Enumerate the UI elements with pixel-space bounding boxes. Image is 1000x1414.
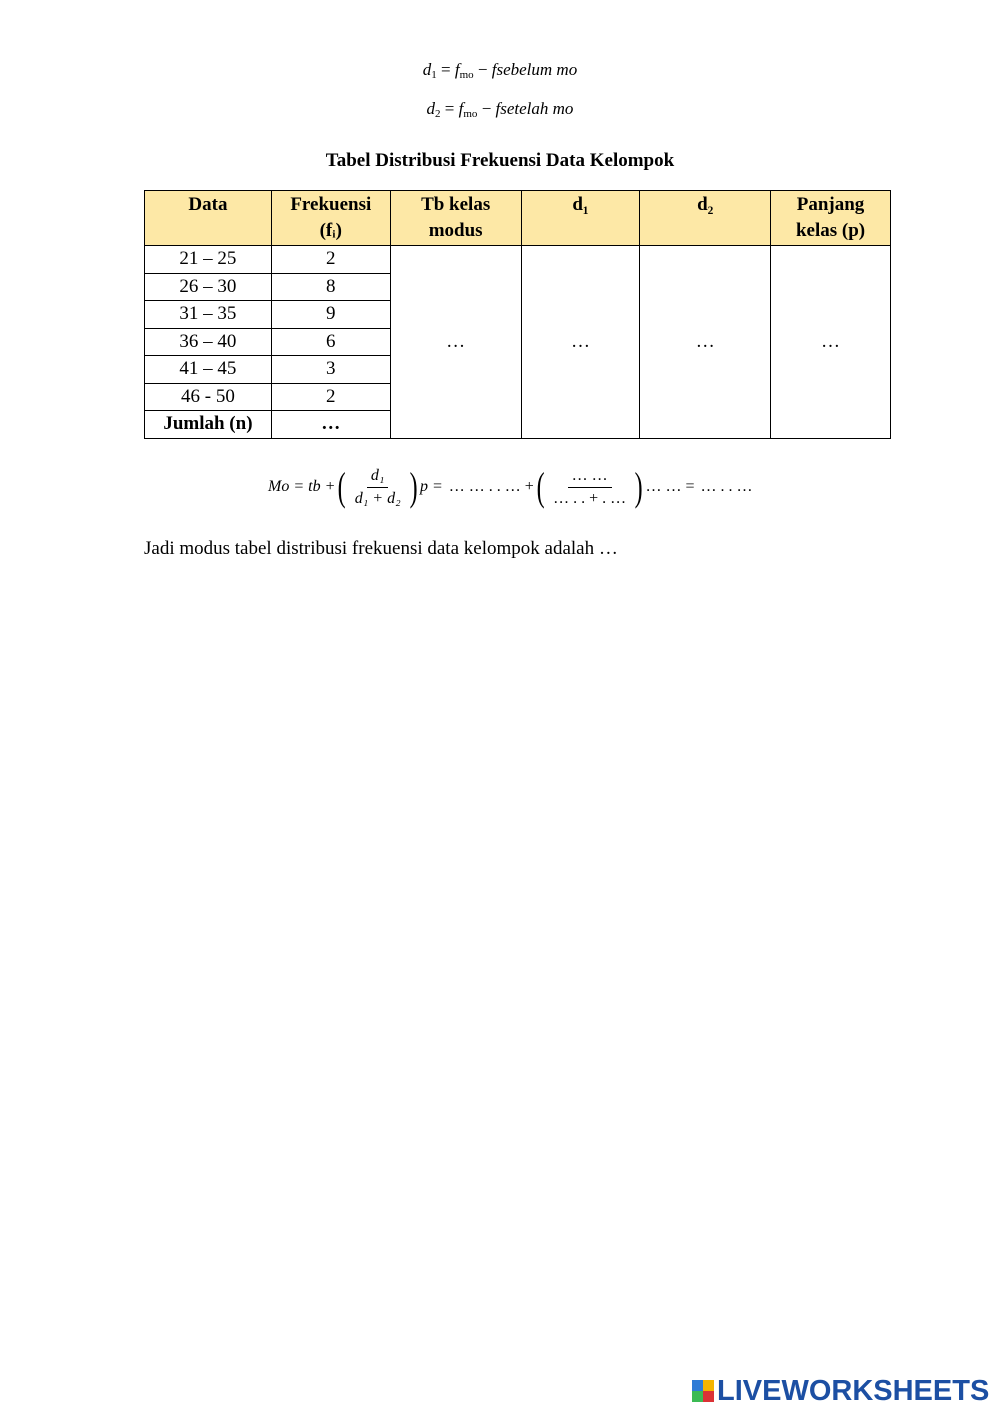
liveworksheets-logo bbox=[692, 1375, 989, 1407]
header-d2: d₂ bbox=[640, 191, 771, 246]
cell-tb-value[interactable]: … bbox=[390, 246, 521, 439]
paren-close: ) bbox=[409, 464, 418, 509]
paren-open-2: ( bbox=[536, 464, 545, 509]
eq-d2-lhs: d bbox=[426, 99, 436, 118]
header-d1: d₁ bbox=[521, 191, 640, 246]
eq-d1-f: f bbox=[454, 60, 460, 79]
formula-blank-1[interactable]: … … . . … + bbox=[448, 478, 534, 495]
formula-denominator: d₁ + d₂ bbox=[354, 489, 401, 507]
cell-d1-value[interactable]: … bbox=[521, 246, 640, 439]
formula-blank-2[interactable]: … … = bbox=[645, 478, 695, 495]
equation-d1: d1 = fmo − fsebelum mo bbox=[422, 60, 578, 81]
table-row bbox=[145, 246, 891, 274]
cell-freq: 8 bbox=[271, 273, 390, 301]
formula-blank-denominator[interactable]: … . . + . … bbox=[553, 489, 627, 507]
cell-freq: 2 bbox=[271, 246, 390, 274]
frequency-table bbox=[144, 190, 891, 439]
cell-data: 31 – 35 bbox=[145, 301, 272, 329]
mode-formula bbox=[268, 462, 753, 512]
formula-blank-fraction bbox=[549, 467, 630, 508]
eq-d2-f: f bbox=[458, 99, 464, 118]
cell-data: 46 - 50 bbox=[145, 383, 272, 411]
cell-d2-value[interactable]: … bbox=[640, 246, 771, 439]
equation-d2: d2 = fmo − fsetelah mo bbox=[426, 99, 574, 120]
cell-data: 36 – 40 bbox=[145, 328, 272, 356]
formula-after: p = bbox=[419, 478, 443, 495]
logo-badge-icon bbox=[692, 1380, 714, 1402]
formula-blank-3[interactable]: … . . … bbox=[700, 478, 753, 495]
eq-d1-rest: fsebelum mo bbox=[491, 60, 578, 79]
header-frekuensi: Frekuensi (fᵢ) bbox=[271, 191, 390, 246]
cell-total-label: Jumlah (n) bbox=[145, 411, 272, 439]
cell-data: 26 – 30 bbox=[145, 273, 272, 301]
formula-blank-numerator[interactable]: … … bbox=[568, 467, 612, 488]
eq-d2-lhs-sub: 2 bbox=[435, 108, 441, 120]
header-data: Data bbox=[145, 191, 272, 246]
eq-d1-lhs: d bbox=[422, 60, 432, 79]
conclusion-text: Jadi modus tabel distribusi frekuensi data kelompok adalah … bbox=[144, 538, 618, 559]
eq-d1-lhs-sub: 1 bbox=[431, 69, 437, 81]
table-header-row bbox=[145, 191, 891, 246]
cell-data: 41 – 45 bbox=[145, 356, 272, 384]
formula-lhs: Mo = tb + bbox=[268, 478, 336, 495]
cell-total-value[interactable]: … bbox=[271, 411, 390, 439]
header-tb-kelas-modus: Tb kelas modus bbox=[390, 191, 521, 246]
paren-open: ( bbox=[338, 464, 347, 509]
cell-panjang-value[interactable]: … bbox=[771, 246, 891, 439]
cell-data: 21 – 25 bbox=[145, 246, 272, 274]
formula-numerator: d₁ bbox=[367, 467, 389, 488]
logo-text: LIVEWORKSHEETS bbox=[717, 1374, 990, 1407]
table-title: Tabel Distribusi Frekuensi Data Kelompok bbox=[325, 150, 675, 171]
eq-d1-f-sub: mo bbox=[459, 69, 474, 81]
eq-d2-f-sub: mo bbox=[463, 108, 478, 120]
eq-d2-rest: fsetelah mo bbox=[495, 99, 574, 118]
formula-fraction bbox=[351, 467, 405, 508]
cell-freq: 6 bbox=[271, 328, 390, 356]
cell-freq: 3 bbox=[271, 356, 390, 384]
header-panjang-kelas: Panjang kelas (p) bbox=[771, 191, 891, 246]
paren-close-2: ) bbox=[634, 464, 643, 509]
cell-freq: 9 bbox=[271, 301, 390, 329]
cell-freq: 2 bbox=[271, 383, 390, 411]
